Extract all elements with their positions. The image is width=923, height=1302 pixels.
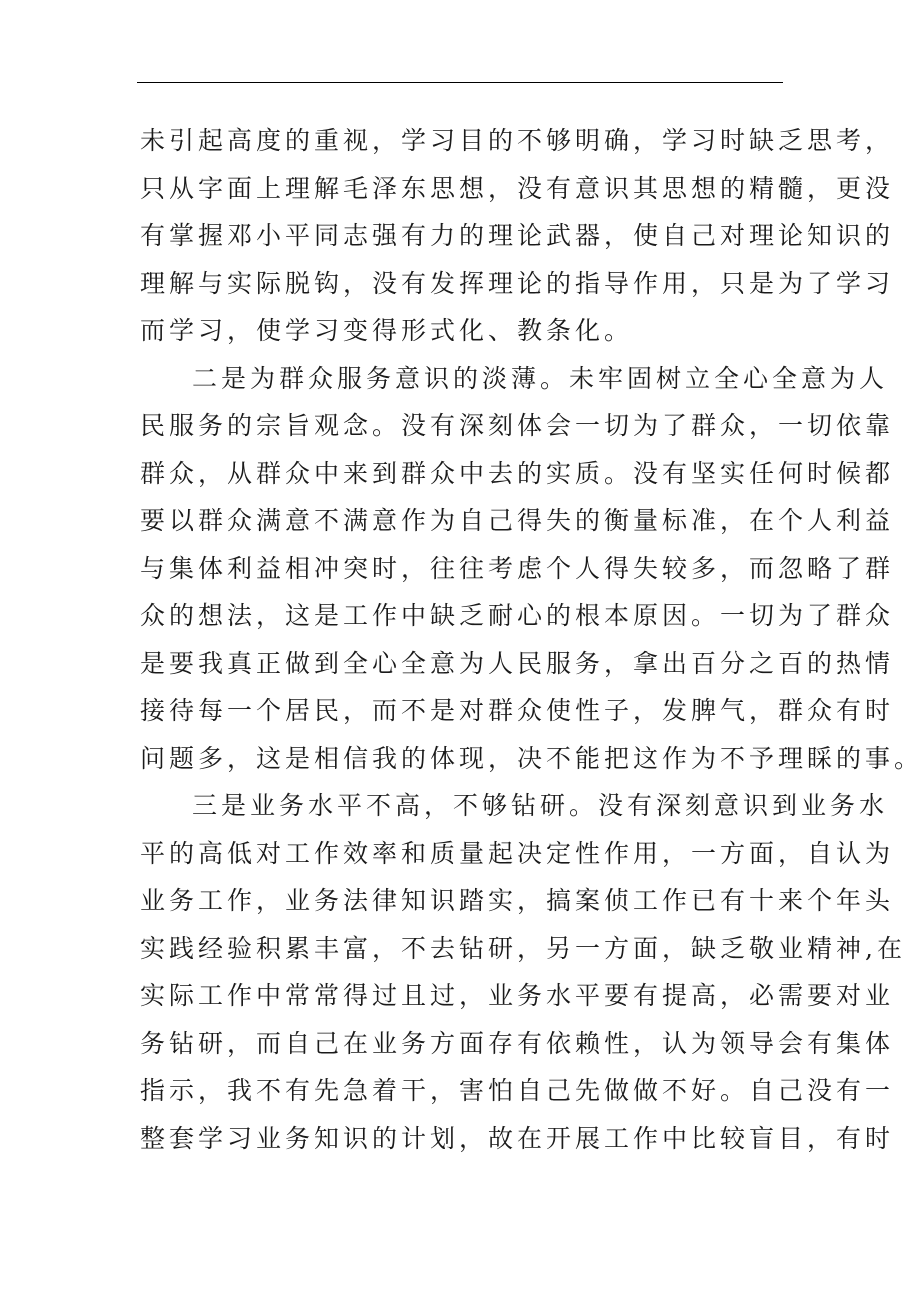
text-line: 是要我真正做到全心全意为人民服务，拿出百分之百的热情	[140, 648, 895, 678]
text-line: 要以群众满意不满意作为自己得失的衡量标准，在个人利益	[140, 506, 895, 535]
text-line: 整套学习业务知识的计划，故在开展工作中比较盲目，有时	[140, 1123, 895, 1153]
text-line: 指示，我不有先急着干，害怕自己先做做不好。自己没有一	[140, 1076, 895, 1105]
text-line: 问题多，这是相信我的体现，决不能把这作为不予理睬的事。	[140, 743, 923, 773]
text-line: 群众，从群众中来到群众中去的实质。没有坚实任何时候都	[140, 458, 895, 488]
text-line: 有掌握邓小平同志强有力的理论武器，使自己对理论知识的	[140, 221, 895, 250]
text-line: 理解与实际脱钩，没有发挥理论的指导作用，只是为了学习	[140, 268, 895, 298]
header-rule	[137, 82, 783, 83]
paragraph-3	[140, 782, 906, 1162]
text-line: 未引起高度的重视，学习目的不够明确，学习时缺乏思考，	[140, 126, 895, 155]
document-body	[140, 117, 923, 1162]
text-line: 务钻研，而自己在业务方面存有依赖性，认为领导会有集体	[140, 1028, 895, 1058]
text-line: 实际工作中常常得过且过，业务水平要有提高，必需要对业	[140, 981, 895, 1010]
text-line: 众的想法，这是工作中缺乏耐心的根本原因。一切为了群众	[140, 601, 895, 630]
text-line: 平的高低对工作效率和质量起决定性作用，一方面，自认为	[140, 838, 895, 868]
paragraph-1	[140, 117, 895, 355]
text-line: 三是业务水平不高，不够钻研。没有深刻意识到业务水	[192, 791, 889, 820]
text-line: 实践经验积累丰富，不去钻研，另一方面，缺乏敬业精神,在	[140, 933, 906, 963]
paragraph-2	[140, 355, 923, 783]
text-line: 只从字面上理解毛泽东思想，没有意识其思想的精髓，更没	[140, 173, 895, 203]
text-line: 接待每一个居民，而不是对群众使性子，发脾气，群众有时	[140, 696, 895, 725]
text-line: 与集体利益相冲突时，往往考虑个人得失较多，而忽略了群	[140, 553, 895, 583]
text-line: 而学习，使学习变得形式化、教条化。	[140, 316, 634, 345]
text-line: 业务工作，业务法律知识踏实，搞案侦工作已有十来个年头	[140, 886, 895, 915]
text-line: 民服务的宗旨观念。没有深刻体会一切为了群众，一切依靠	[140, 411, 895, 440]
text-line: 二是为群众服务意识的淡薄。未牢固树立全心全意为人	[192, 363, 889, 393]
